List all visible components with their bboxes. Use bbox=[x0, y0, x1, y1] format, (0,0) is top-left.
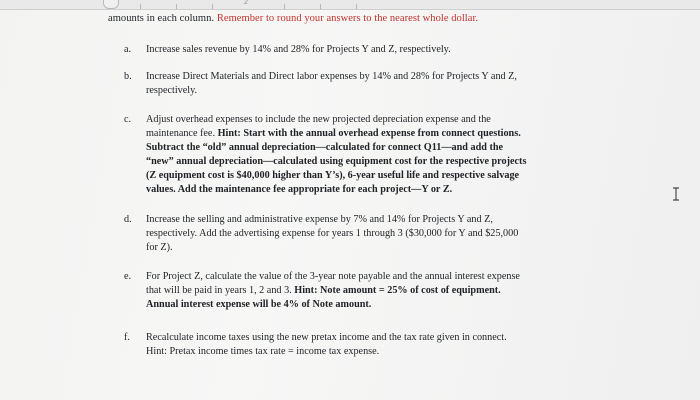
item-letter: c. bbox=[124, 114, 132, 125]
item-letter: f. bbox=[124, 332, 130, 343]
item-line bbox=[146, 284, 501, 298]
item-line bbox=[146, 331, 507, 345]
hint-text: Annual interest expense will be 4% of Note amount. bbox=[146, 299, 372, 310]
item-text: respectively. bbox=[146, 85, 198, 96]
ruler-tick bbox=[356, 4, 357, 9]
ruler-number: 2 bbox=[244, 0, 248, 6]
hint-text: values. Add the maintenance fee appropriate for each project—Y or Z. bbox=[146, 184, 453, 195]
text-cursor-icon bbox=[671, 187, 681, 201]
hint-text: Hint: Start with the annual overhead expense from connect questions. bbox=[217, 128, 521, 139]
item-text: respectively. Add the advertising expense for years 1 through 3 ($30,000 for Y and $25,000 bbox=[146, 228, 519, 239]
item-line bbox=[146, 141, 503, 155]
item-letter: b. bbox=[124, 71, 132, 82]
item-line bbox=[146, 270, 520, 284]
item-letter: d. bbox=[124, 214, 132, 225]
ruler-tick bbox=[284, 4, 285, 9]
item-line bbox=[146, 213, 493, 227]
intro-text: amounts in each column. bbox=[108, 13, 217, 24]
item-line bbox=[146, 345, 379, 359]
item-line bbox=[146, 241, 173, 255]
hint-text: Subtract the “old” annual depreciation—calculated for connect Q11—and add the bbox=[146, 142, 504, 153]
item-line bbox=[146, 43, 451, 57]
intro-line bbox=[108, 13, 478, 24]
item-line bbox=[146, 298, 371, 312]
item-line bbox=[146, 155, 526, 169]
item-text: that will be paid in years 1, 2 and 3. bbox=[146, 285, 295, 296]
item-line bbox=[146, 70, 517, 84]
ruler-tick bbox=[176, 4, 177, 9]
ruler[interactable] bbox=[0, 0, 700, 10]
item-line bbox=[146, 227, 518, 241]
hint-text: “new” annual depreciation—calculated using equipment cost for the respective projects bbox=[146, 156, 527, 167]
ruler-tick bbox=[140, 4, 141, 9]
ruler-tick bbox=[320, 4, 321, 9]
item-line bbox=[146, 127, 521, 141]
item-text: Increase sales revenue by 14% and 28% for Projects Y and Z, respectively. bbox=[146, 44, 451, 55]
item-text: Increase the selling and administrative expense by 7% and 14% for Projects Y and Z, bbox=[146, 214, 493, 225]
item-text: For Project Z, calculate the value of the 3-year note payable and the annual interest expense bbox=[146, 271, 520, 282]
item-text: Adjust overhead expenses to include the new projected depreciation expense and the bbox=[146, 114, 491, 125]
hint-text: (Z equipment cost is $40,000 higher than Y’s), 6-year useful life and respective salvage bbox=[146, 170, 520, 181]
item-text: Hint: Pretax income times tax rate = income tax expense. bbox=[146, 346, 380, 357]
item-letter: a. bbox=[124, 44, 132, 55]
item-text: maintenance fee. bbox=[146, 128, 218, 139]
item-text: Recalculate income taxes using the new pretax income and the tax rate given in connect. bbox=[146, 332, 507, 343]
item-line bbox=[146, 113, 491, 127]
item-letter: e. bbox=[124, 271, 132, 282]
ruler-tick bbox=[212, 4, 213, 9]
item-line bbox=[146, 169, 519, 183]
item-line bbox=[146, 84, 197, 98]
hint-text: Hint: Note amount = 25% of cost of equipment. bbox=[294, 285, 501, 296]
ruler-indent-handle[interactable] bbox=[103, 0, 119, 9]
item-text: Increase Direct Materials and Direct labor expenses by 14% and 28% for Projects Y and Z, bbox=[146, 71, 517, 82]
item-text: for Z). bbox=[146, 242, 173, 253]
item-line bbox=[146, 183, 452, 197]
rounding-reminder: Remember to round your answers to the nearest whole dollar. bbox=[216, 13, 479, 24]
